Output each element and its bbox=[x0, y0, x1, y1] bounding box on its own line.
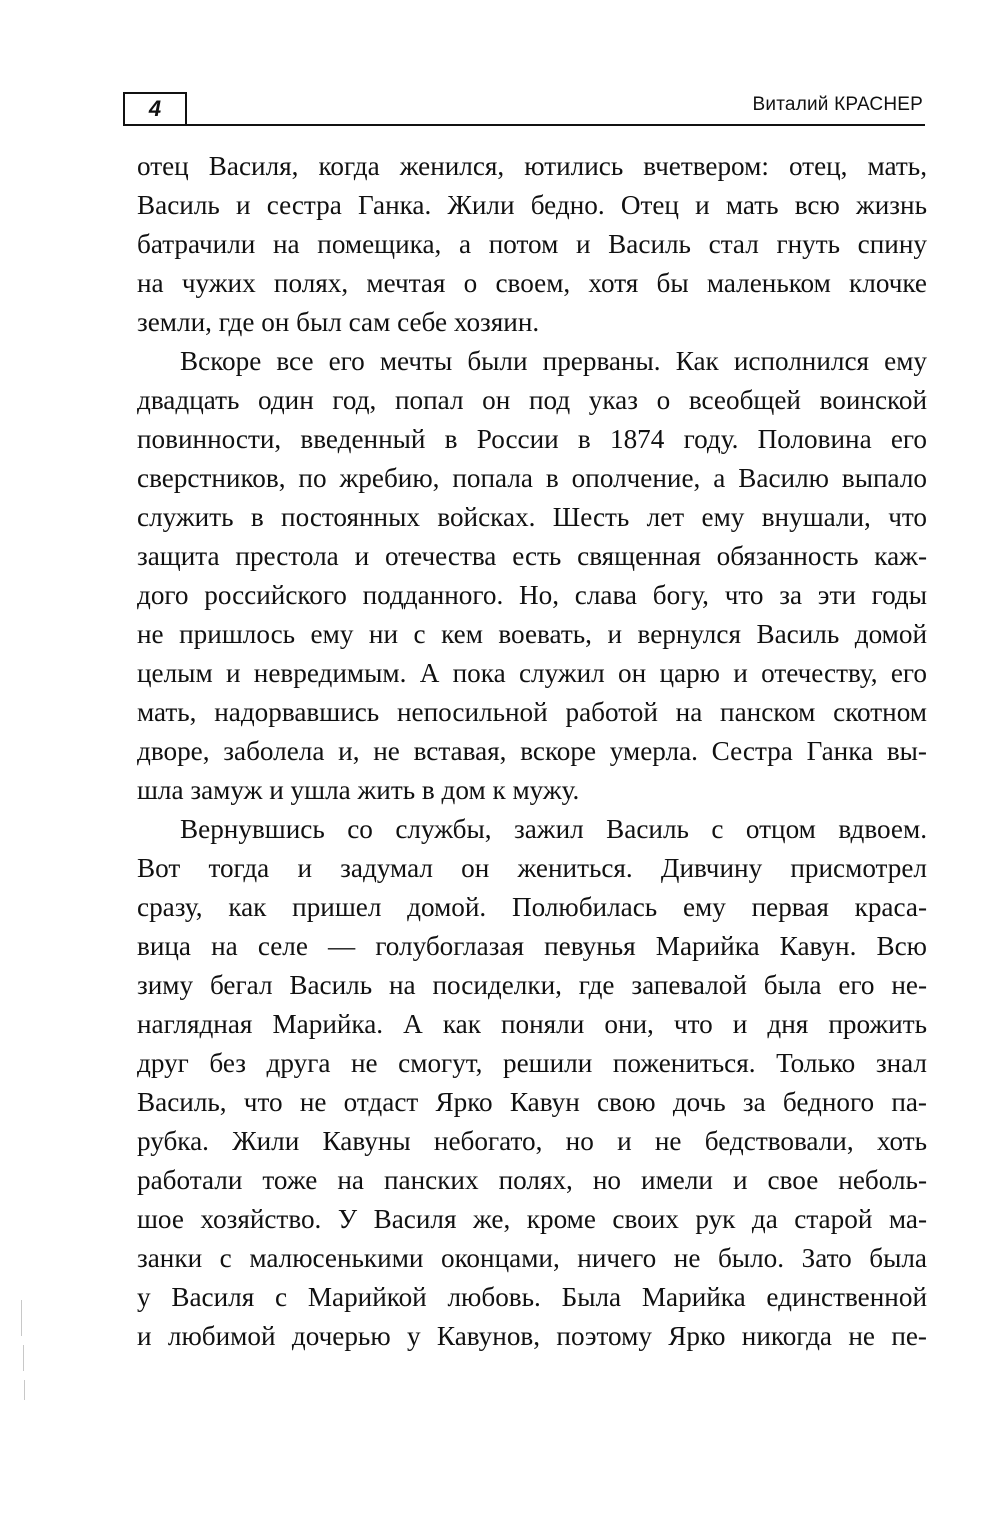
text-line: мать, надорвавшись непосильной работой на панском скотном bbox=[137, 697, 927, 727]
text-line: вица на селе — голубоглазая певунья Марийка Кавун. Всю bbox=[137, 931, 927, 961]
text-line: Вернувшись со службы, зажил Василь с отцом вдвоем. bbox=[180, 814, 927, 844]
text-line: отец Василя, когда женился, ютились вчетвером: отец, мать, bbox=[137, 151, 927, 181]
text-line: занки с малюсенькими оконцами, ничего не было. Зато была bbox=[137, 1243, 927, 1273]
text-line: Вот тогда и задумал он жениться. Дивчину присмотрел bbox=[137, 853, 927, 883]
text-line: рубка. Жили Кавуны небогато, но и не бедствовали, хоть bbox=[137, 1126, 927, 1156]
text-line: батрачили на помещика, а потом и Василь стал гнуть спину bbox=[137, 229, 927, 259]
text-line: Василь и сестра Ганка. Жили бедно. Отец и мать всю жизнь bbox=[137, 190, 927, 220]
text-line: сразу, как пришел домой. Полюбилась ему первая краса- bbox=[137, 892, 927, 922]
text-line: работали тоже на панских полях, но имели и свое неболь- bbox=[137, 1165, 927, 1195]
scan-artifact bbox=[23, 1345, 24, 1371]
text-line: Василь, что не отдаст Ярко Кавун свою дочь за бедного па- bbox=[137, 1087, 927, 1117]
text-line: дого российского подданного. Но, слава богу, что за эти годы bbox=[137, 580, 927, 610]
text-line: двадцать один год, попал он под указ о всеобщей воинской bbox=[137, 385, 927, 415]
text-line: шла замуж и ушла жить в дом к мужу. bbox=[137, 775, 580, 805]
text-line: дворе, заболела и, не вставая, вскоре умерла. Сестра Ганка вы- bbox=[137, 736, 927, 766]
text-line: земли, где он был сам себе хозяин. bbox=[137, 307, 540, 337]
text-line: защита престола и отечества есть священная обязанность каж- bbox=[137, 541, 927, 571]
scan-artifact bbox=[24, 1380, 25, 1400]
text-line: на чужих полях, мечтая о своем, хотя бы маленьком клочке bbox=[137, 268, 927, 298]
page-header bbox=[123, 84, 925, 126]
scan-artifact bbox=[21, 1300, 22, 1336]
body-text bbox=[137, 147, 927, 1356]
text-line: зиму бегал Василь на посиделки, где запевалой была его не- bbox=[137, 970, 927, 1000]
text-line: не пришлось ему ни с кем воевать, и вернулся Василь домой bbox=[137, 619, 927, 649]
text-line: наглядная Марийка. А как поняли они, что и дня прожить bbox=[137, 1009, 927, 1039]
text-line: целым и невредимым. А пока служил он царю и отечеству, его bbox=[137, 658, 927, 688]
text-line: сверстников, по жребию, попала в ополчение, а Василю выпало bbox=[137, 463, 927, 493]
text-line: шое хозяйство. У Василя же, кроме своих рук да старой ма- bbox=[137, 1204, 927, 1234]
running-head-author: Виталий КРАСНЕР bbox=[752, 94, 923, 115]
text-line: Вскоре все его мечты были прерваны. Как исполнился ему bbox=[180, 346, 927, 376]
text-line: служить в постоянных войсках. Шесть лет ему внушали, что bbox=[137, 502, 927, 532]
text-line: у Василя с Марийкой любовь. Была Марийка единственной bbox=[137, 1282, 927, 1312]
text-line: и любимой дочерью у Кавунов, поэтому Ярко никогда не пе- bbox=[137, 1321, 927, 1351]
text-line: друг без друга не смогут, решили пожениться. Только знал bbox=[137, 1048, 927, 1078]
page-number: 4 bbox=[123, 92, 187, 124]
text-line: повинности, введенный в России в 1874 году. Половина его bbox=[137, 424, 927, 454]
